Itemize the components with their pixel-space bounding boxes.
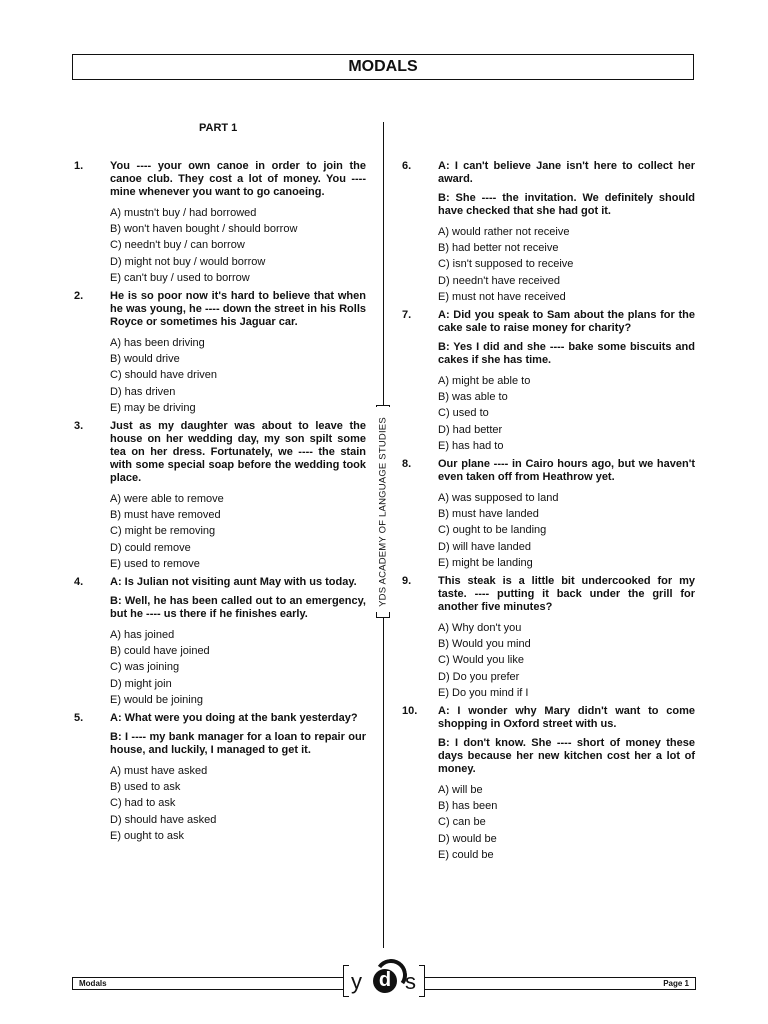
answer-option: C) needn't buy / can borrow [110, 239, 245, 252]
answer-option: E) used to remove [110, 557, 200, 570]
answer-option: C) Would you like [438, 654, 524, 667]
question-stem: B: I don't know. She ---- short of money these days because her new kitchen cost her a lot of money. [438, 737, 695, 776]
answer-option: E) would be joining [110, 693, 203, 706]
question-stem: B: I ---- my bank manager for a loan to repair our house, and luckily, I managed to get it. [110, 731, 366, 757]
answer-option: C) used to [438, 407, 489, 420]
answer-option: A) has been driving [110, 337, 205, 350]
question-stem: A: Did you speak to Sam about the plans for the cake sale to raise money for charity? [438, 309, 695, 335]
question-number: 2. [74, 290, 84, 303]
logo-letter-d: d [373, 969, 397, 993]
question-stem: A: I can't believe Jane isn't here to collect her award. [438, 160, 695, 185]
yds-logo [343, 963, 425, 1001]
logo-letter-y: y [351, 969, 362, 994]
answer-option: D) might not buy / would borrow [110, 255, 266, 268]
right-question-column [400, 160, 695, 867]
answer-option: B) Would you mind [438, 638, 531, 651]
question-item [400, 309, 695, 454]
answer-option: E) has had to [438, 439, 504, 452]
answer-option: B) used to ask [110, 781, 181, 794]
question-stem: Just as my daughter was about to leave the house on her wedding day, my son spilt some tea on her dress. Fortunately, we ---- the stain with some special soap before the wedding took place. [110, 420, 366, 485]
answer-option: B) was able to [438, 391, 508, 404]
logo-letter-s: s [405, 969, 416, 994]
answer-option: A) mustn't buy / had borrowed [110, 207, 257, 219]
answer-option: D) Do you prefer [438, 670, 520, 683]
answer-option: D) needn't have received [438, 274, 560, 287]
question-stem: A: What were you doing at the bank yesterday? [110, 712, 358, 725]
logo-bracket-left [343, 965, 349, 997]
answer-option: C) was joining [110, 661, 180, 674]
question-item [400, 705, 695, 863]
answer-option: A) was supposed to land [438, 492, 559, 505]
answer-option: A) would rather not receive [438, 226, 570, 238]
part-label: PART 1 [199, 122, 238, 134]
answer-option: E) must not have received [438, 290, 566, 303]
question-number: 3. [74, 420, 84, 433]
answer-option: A) has joined [110, 629, 175, 642]
question-item [72, 420, 366, 572]
answer-option: C) isn't supposed to receive [438, 258, 574, 271]
answer-option: C) had to ask [110, 797, 176, 810]
answer-option: A) must have asked [110, 765, 208, 778]
answer-option: B) could have joined [110, 645, 210, 658]
answer-option: D) will have landed [438, 540, 531, 553]
answer-option: C) might be removing [110, 525, 216, 538]
answer-option: D) could remove [110, 541, 191, 554]
answer-option: E) Do you mind if I [438, 686, 529, 699]
page-number: Page 1 [663, 979, 689, 988]
answer-option: C) can be [438, 816, 486, 829]
logo-bracket-right [419, 965, 425, 997]
question-number: 6. [402, 160, 412, 172]
answer-option: A) might be able to [438, 375, 531, 388]
answer-option: E) may be driving [110, 401, 196, 414]
question-stem: This steak is a little bit undercooked for my taste. ---- putting it back under the grill for another five minutes? [438, 575, 695, 614]
answer-option: E) can't buy / used to borrow [110, 271, 250, 284]
answer-option: D) might join [110, 677, 172, 690]
question-item [72, 160, 366, 286]
question-number: 8. [402, 458, 412, 471]
answer-option: B) would drive [110, 353, 180, 366]
question-item [72, 290, 366, 416]
answer-option: D) would be [438, 832, 497, 845]
answer-option: A) were able to remove [110, 493, 224, 506]
answer-option: E) ought to ask [110, 829, 184, 842]
question-number: 1. [74, 160, 84, 172]
question-item [400, 160, 695, 305]
answer-option: B) had better not receive [438, 242, 559, 255]
question-number: 9. [402, 575, 412, 588]
side-label: YDS ACADEMY OF LANGUAGE STUDIES [377, 417, 389, 607]
left-question-column [72, 160, 366, 848]
question-item [72, 712, 366, 844]
question-number: 5. [74, 712, 84, 725]
answer-option: A) will be [438, 784, 483, 797]
question-item [400, 458, 695, 571]
answer-option: E) might be landing [438, 556, 533, 569]
question-stem: Our plane ---- in Cairo hours ago, but we haven't even taken off from Heathrow yet. [438, 458, 695, 484]
page-title: MODALS [72, 54, 694, 80]
answer-option: A) Why don't you [438, 622, 522, 635]
question-item [72, 576, 366, 708]
question-number: 4. [74, 576, 84, 589]
answer-option: D) should have asked [110, 813, 217, 826]
question-stem: A: I wonder why Mary didn't want to come shopping in Oxford street with us. [438, 705, 695, 731]
question-item [400, 575, 695, 701]
answer-option: C) should have driven [110, 369, 218, 382]
question-stem: B: Yes I did and she ---- bake some biscuits and cakes if she has time. [438, 341, 695, 367]
answer-option: D) had better [438, 423, 503, 436]
question-number: 7. [402, 309, 412, 322]
question-stem: B: She ---- the invitation. We definitely should have checked that she had got it. [438, 192, 695, 217]
answer-option: B) has been [438, 800, 498, 813]
footer-title: Modals [79, 979, 107, 988]
side-label-bracket-bottom [376, 612, 390, 618]
answer-option: B) must have removed [110, 509, 221, 522]
answer-option: B) must have landed [438, 508, 539, 521]
answer-option: C) ought to be landing [438, 524, 547, 537]
question-stem: A: Is Julian not visiting aunt May with us today. [110, 576, 357, 589]
question-stem: You ---- your own canoe in order to join the canoe club. They cost a lot of money. You ---- mine whenever you want to go canoeing. [110, 160, 366, 198]
answer-option: E) could be [438, 848, 494, 861]
question-stem: B: Well, he has been called out to an emergency, but he ---- us there if he finishes early. [110, 595, 366, 621]
answer-option: D) has driven [110, 385, 176, 398]
answer-option: B) won't haven bought / should borrow [110, 223, 298, 236]
question-number: 10. [402, 705, 418, 718]
question-stem: He is so poor now it's hard to believe that when he was young, he ---- down the street in his Rolls Royce or sometimes his Jaguar car. [110, 290, 366, 329]
